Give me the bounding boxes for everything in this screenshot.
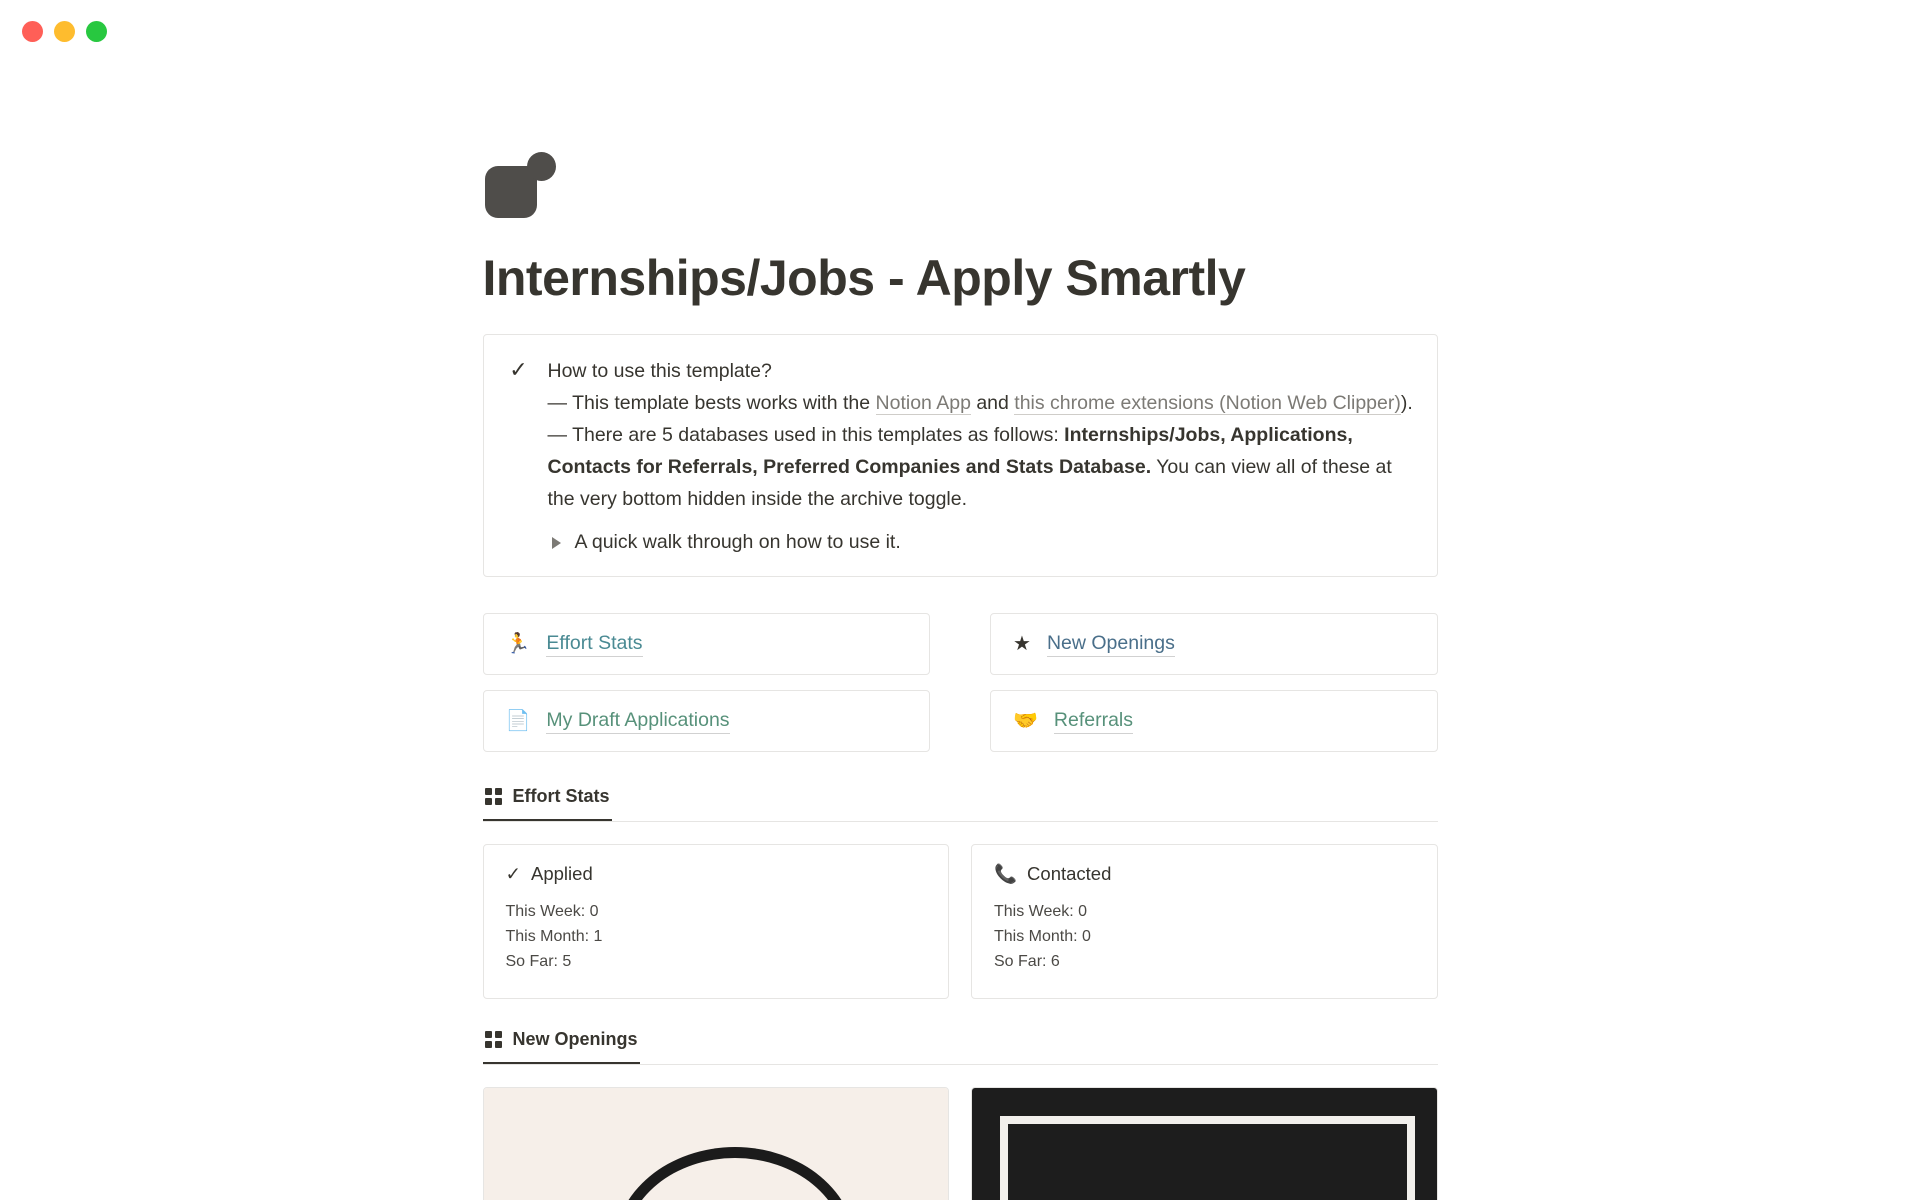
page-scroll-area[interactable] (0, 62, 1920, 1200)
new-openings-gallery (483, 1087, 1438, 1200)
callout-line-2 (548, 387, 1415, 419)
minimize-window-button[interactable] (54, 21, 75, 42)
link-card-label: New Openings (1047, 632, 1175, 657)
link-card-referrals[interactable] (990, 690, 1438, 752)
stat-line-this-month: This Month: 0 (994, 928, 1091, 945)
stat-line-this-month: This Month: 1 (505, 928, 603, 945)
callout-line3-suffix: You can view all of these at the very bottom hidden inside the archive toggle. (547, 456, 1392, 510)
callout-body (548, 355, 1415, 554)
stat-card-title: Contacted (1027, 863, 1112, 884)
stat-card-title: Applied (531, 863, 593, 884)
star-icon: ★ (1013, 633, 1031, 655)
runner-icon: 🏃 (505, 633, 531, 655)
callout-line2-suffix: ). (1400, 392, 1413, 414)
walkthrough-toggle[interactable] (548, 531, 1415, 554)
chevron-right-icon (552, 537, 561, 549)
page-title: Internships/Jobs - Apply Smartly (482, 250, 1246, 306)
opening-card-cover-image (484, 1088, 949, 1200)
page-content (483, 62, 1438, 1200)
grid-view-icon (485, 788, 502, 805)
stat-card-contacted[interactable] (971, 844, 1438, 999)
opening-card-2[interactable] (971, 1087, 1438, 1200)
stat-line-so-far: So Far: 5 (505, 953, 572, 970)
document-icon: 📄 (505, 710, 531, 732)
quick-link-cards (483, 613, 1438, 752)
link-card-my-draft-applications[interactable] (483, 690, 931, 752)
callout-databases-list: Internships/Jobs, Applications, Contacts for Referrals, Preferred Companies and Stats Database. (547, 424, 1353, 478)
tab-label: New Openings (512, 1029, 638, 1049)
tab-new-openings[interactable] (483, 1025, 640, 1064)
stat-card-header (994, 863, 1415, 885)
link-card-label: My Draft Applications (546, 709, 729, 734)
notion-app-link[interactable]: Notion App (875, 392, 971, 414)
link-card-label: Effort Stats (546, 632, 642, 657)
window-titlebar (0, 0, 1920, 62)
opening-card-cover-image (972, 1088, 1437, 1200)
how-to-use-callout (483, 334, 1438, 577)
opening-card-1[interactable] (483, 1087, 950, 1200)
link-card-new-openings[interactable] (990, 613, 1438, 675)
page-logo-icon (483, 148, 569, 226)
effort-stats-cards (483, 844, 1438, 999)
web-clipper-link[interactable]: this chrome extensions (Notion Web Clipper) (1014, 392, 1401, 414)
callout-line2-prefix: — This template bests works with the (547, 392, 876, 414)
check-icon: ✓ (509, 357, 528, 382)
check-icon: ✓ (505, 863, 522, 884)
grid-view-icon (485, 1031, 502, 1048)
tab-effort-stats[interactable] (483, 782, 612, 821)
phone-call-icon: 📞 (994, 863, 1018, 884)
stat-line-so-far: So Far: 6 (994, 953, 1060, 970)
stat-line-this-week: This Week: 0 (994, 903, 1088, 920)
effort-stats-section-header (483, 782, 1438, 822)
tab-label: Effort Stats (512, 786, 610, 806)
stat-card-header (506, 863, 927, 885)
stat-card-applied[interactable] (483, 844, 950, 999)
handshake-icon: 🤝 (1013, 710, 1038, 732)
walkthrough-toggle-label: A quick walk through on how to use it. (574, 531, 901, 553)
stat-line-this-week: This Week: 0 (505, 903, 599, 920)
close-window-button[interactable] (22, 21, 43, 42)
callout-line2-mid: and (970, 392, 1015, 414)
callout-line-3 (548, 419, 1415, 515)
zoom-window-button[interactable] (86, 21, 107, 42)
callout-heading: How to use this template? (547, 360, 772, 382)
link-card-label: Referrals (1054, 709, 1133, 734)
callout-line3-prefix: — There are 5 databases used in this templates as follows: (547, 424, 1065, 446)
link-card-effort-stats[interactable] (483, 613, 931, 675)
traffic-light-controls (22, 21, 107, 42)
new-openings-section-header (483, 1025, 1438, 1065)
